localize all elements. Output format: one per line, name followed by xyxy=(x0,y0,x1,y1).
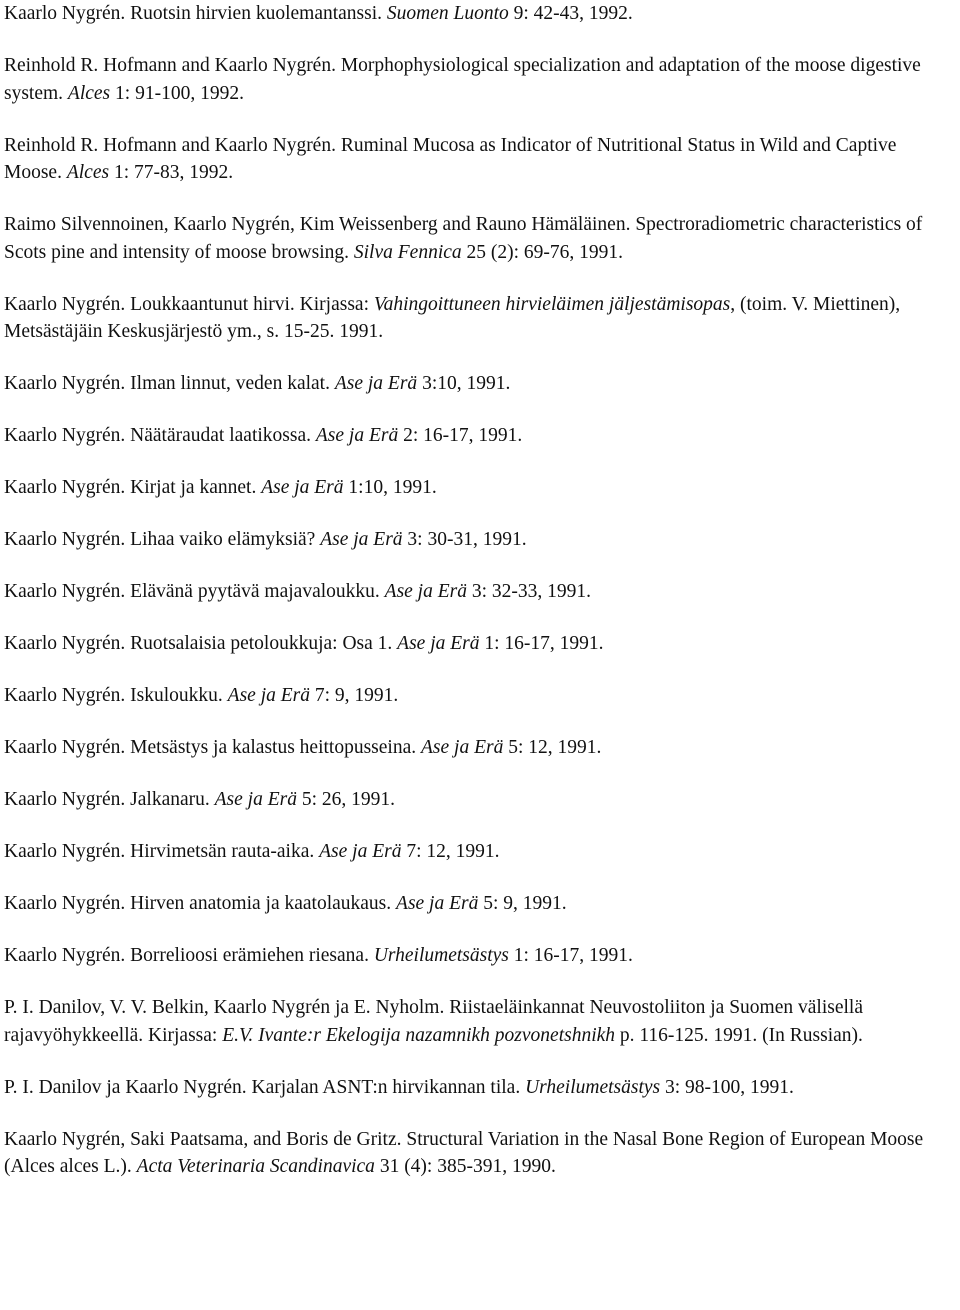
reference-source-title: Ase ja Erä xyxy=(315,425,399,446)
reference-text: 1: 16-17, 1991. xyxy=(479,633,604,654)
reference-source-title: Silva Fennica xyxy=(353,241,462,263)
reference-entry xyxy=(4,291,952,346)
reference-text: , (toim. V. Miettinen), Metsästäjäin Keskusjärjestö ym., s. 15-25. 1991. xyxy=(4,293,901,342)
reference-text: 25 (2): 69-76, 1991. xyxy=(461,241,624,263)
reference-text: 2: 16-17, 1991. xyxy=(398,425,523,446)
reference-entry xyxy=(4,0,952,28)
reference-text: P. I. Danilov ja Kaarlo Nygrén. Karjalan ASNT:n hirvikannan tila. xyxy=(4,1076,526,1098)
reference-text: Kaarlo Nygrén. Hirven anatomia ja kaatolaukaus. xyxy=(4,893,397,914)
reference-entry xyxy=(4,370,952,398)
reference-text: Reinhold R. Hofmann and Kaarlo Nygrén. Ruminal Mucosa as Indicator of Nutritional Status in Wild and Captive Moose. xyxy=(4,134,897,183)
reference-source-title: Ase ja Erä xyxy=(320,529,403,550)
reference-text: Kaarlo Nygrén. Kirjat ja kannet. xyxy=(4,477,262,498)
reference-text: Kaarlo Nygrén. Hirvimetsän rauta-aika. xyxy=(4,841,320,862)
reference-source-title: Suomen Luonto xyxy=(386,3,509,24)
reference-text: 3: 32-33, 1991. xyxy=(466,581,592,602)
reference-source-title: Acta Veterinaria Scandinavica xyxy=(136,1156,375,1177)
reference-text: Kaarlo Nygrén. Loukkaantunut hirvi. Kirjassa: xyxy=(4,293,374,315)
reference-source-title: Ase ja Erä xyxy=(384,581,467,602)
reference-text: 5: 12, 1991. xyxy=(503,737,602,758)
reference-source-title: Ase ja Erä xyxy=(227,685,310,706)
reference-text: Kaarlo Nygrén, Saki Paatsama, and Boris de Gritz. Structural Variation in the Nasal Bone Region of European Moose (Alces alces L.). xyxy=(4,1128,924,1177)
reference-text: 5: 26, 1991. xyxy=(296,789,395,810)
reference-source-title: Urheilumetsästys xyxy=(373,945,509,966)
reference-entry xyxy=(4,578,952,606)
reference-source-title: Ase ja Erä xyxy=(421,737,504,758)
reference-entry xyxy=(4,132,952,187)
reference-text: 1:10, 1991. xyxy=(343,477,437,498)
reference-text: Kaarlo Nygrén. Lihaa vaiko elämyksiä? xyxy=(4,529,321,550)
reference-entry xyxy=(4,838,952,866)
reference-source-title: Vahingoittuneen hirvieläimen jäljestämisopas xyxy=(373,293,731,315)
reference-text: Kaarlo Nygrén. Näätäraudat laatikossa. xyxy=(4,425,316,446)
reference-source-title: Ase ja Erä xyxy=(396,893,479,914)
reference-entry xyxy=(4,994,952,1049)
reference-text: Kaarlo Nygrén. Elävänä pyytävä majavaloukku. xyxy=(4,581,385,602)
reference-source-title: Ase ja Erä xyxy=(261,477,344,498)
reference-entry xyxy=(4,734,952,762)
reference-text: 1: 77-83, 1992. xyxy=(109,162,234,183)
reference-entry xyxy=(4,211,952,266)
reference-source-title: Urheilumetsästys xyxy=(525,1076,661,1098)
reference-entry xyxy=(4,630,952,658)
reference-source-title: Ase ja Erä xyxy=(319,841,402,862)
reference-entry xyxy=(4,1126,952,1181)
reference-text: 1: 16-17, 1991. xyxy=(508,945,633,966)
reference-text: Raimo Silvennoinen, Kaarlo Nygrén, Kim Weissenberg and Rauno Hämäläinen. Spectroradiometric characteristics of Scots pine and intensity of moose browsing. xyxy=(4,214,923,263)
reference-text: Kaarlo Nygrén. Ruotsalaisia petoloukkuja: Osa 1. xyxy=(4,633,398,654)
reference-text: Kaarlo Nygrén. Borrelioosi erämiehen riesana. xyxy=(4,945,374,966)
reference-entry xyxy=(4,1074,952,1102)
reference-text: Kaarlo Nygrén. Ilman linnut, veden kalat. xyxy=(4,373,335,394)
reference-text: Kaarlo Nygrén. Iskuloukku. xyxy=(4,685,228,706)
reference-entry xyxy=(4,786,952,814)
reference-text: P. I. Danilov, V. V. Belkin, Kaarlo Nygrén ja E. Nyholm. Riistaeläinkannat Neuvostoliiton ja Suomen välisellä rajavyöhykkeellä. Kirjassa: xyxy=(4,997,863,1046)
reference-entry xyxy=(4,682,952,710)
reference-entry xyxy=(4,942,952,970)
reference-text: Reinhold R. Hofmann and Kaarlo Nygrén. Morphophysiological specialization and adaptation of the moose digestive system. xyxy=(4,55,921,104)
reference-text: 5: 9, 1991. xyxy=(478,893,567,914)
reference-text: 1: 91-100, 1992. xyxy=(110,82,244,104)
reference-text: p. 116-125. 1991. (In Russian). xyxy=(615,1024,863,1046)
reference-entry xyxy=(4,890,952,918)
reference-source-title: Alces xyxy=(67,82,111,104)
reference-text: 3: 98-100, 1991. xyxy=(660,1076,794,1098)
reference-source-title: Ase ja Erä xyxy=(214,789,297,810)
reference-source-title: E.V. Ivante:r Ekelogija nazamnikh pozvonetshnikh xyxy=(222,1024,616,1046)
reference-text: 9: 42-43, 1992. xyxy=(508,3,633,24)
reference-text: 3: 30-31, 1991. xyxy=(402,529,527,550)
reference-text: 7: 12, 1991. xyxy=(401,841,500,862)
reference-source-title: Alces xyxy=(66,162,110,183)
reference-text: Kaarlo Nygrén. Metsästys ja kalastus heittopusseina. xyxy=(4,737,421,758)
reference-text: Kaarlo Nygrén. Jalkanaru. xyxy=(4,789,215,810)
reference-entry xyxy=(4,52,952,107)
reference-entry xyxy=(4,526,952,554)
reference-entry xyxy=(4,474,952,502)
reference-text: 3:10, 1991. xyxy=(417,373,511,394)
reference-text: 31 (4): 385-391, 1990. xyxy=(374,1156,556,1177)
reference-text: Kaarlo Nygrén. Ruotsin hirvien kuolemantanssi. xyxy=(4,3,387,24)
reference-source-title: Ase ja Erä xyxy=(397,633,480,654)
reference-entry xyxy=(4,422,952,450)
reference-list xyxy=(4,0,952,1181)
reference-source-title: Ase ja Erä xyxy=(334,373,418,394)
reference-text: 7: 9, 1991. xyxy=(310,685,399,706)
